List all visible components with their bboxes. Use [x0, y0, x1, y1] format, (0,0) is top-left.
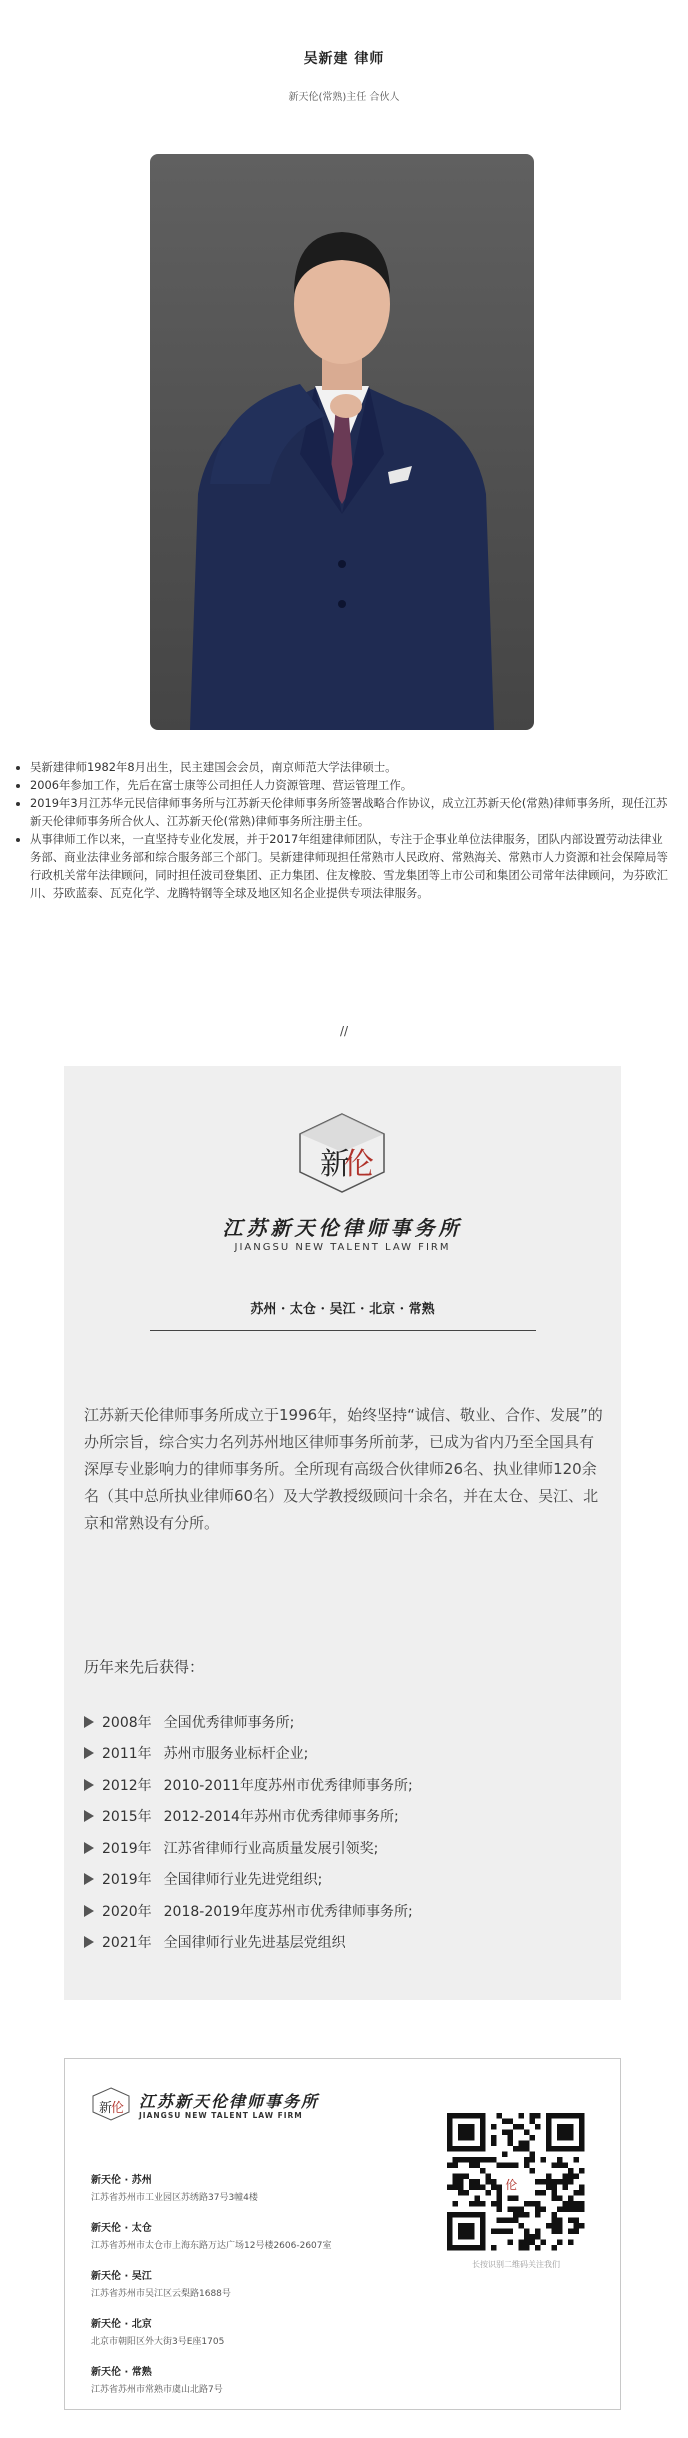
svg-text:伦: 伦 — [344, 1147, 374, 1182]
triangle-bullet-icon — [84, 1810, 94, 1822]
list-item — [84, 1769, 604, 1801]
office-changshu — [91, 2363, 223, 2395]
firm-intro: 江苏新天伦律师事务所成立于1996年，始终坚持“诚信、敬业、合作、发展”的办所宗旨，综合实力名列苏州地区律师事务所前茅，已成为省内乃至全国具有深厚专业影响力的律师事务所。全所现有高级合伙律师26名、执业律师120余名（其中总所执业律师60名）及大学教授级顾问十余名，并在太仓、吴江、北京和常熟设有分所。 — [84, 1406, 603, 1532]
award-text: 2010-2011年度苏州市优秀律师事务所; — [163, 1777, 413, 1794]
firm-logo-icon — [91, 2087, 131, 2121]
firm-name-en: JIANGSU NEW TALENT LAW FIRM — [234, 1242, 451, 1253]
award-year: 2019年 — [102, 1872, 152, 1889]
office-beijing — [91, 2315, 224, 2347]
bio-item: • 2019年3月江苏华元民信律师事务所与江苏新天伦律师事务所签署战略合作协议，成立江苏新天伦(常熟)律师事务所，现任江苏新天伦律师事务所合伙人、江苏新天伦(常熟)律师事务所注册主任。 — [30, 794, 674, 830]
list-item — [84, 1801, 604, 1833]
award-year: 2008年 — [102, 1714, 152, 1731]
portrait-illustration — [150, 154, 534, 730]
firm-logo-icon — [294, 1112, 390, 1194]
award-text: 2018-2019年度苏州市优秀律师事务所; — [163, 1903, 413, 1920]
qr-code[interactable] — [445, 2111, 587, 2253]
svg-text:伦: 伦 — [111, 2101, 125, 2116]
firm-name-cn: 江苏新天伦律师事务所 — [222, 1216, 463, 1240]
bio-item: • 2006年参加工作，先后在富士康等公司担任人力资源管理、营运管理工作。 — [30, 776, 674, 794]
triangle-bullet-icon — [84, 1716, 94, 1728]
triangle-bullet-icon — [84, 1842, 94, 1854]
award-year: 2011年 — [102, 1746, 152, 1763]
bio-item: • 吴新建律师1982年8月出生，民主建国会会员，南京师范大学法律硕士。 — [30, 758, 674, 776]
list-item — [84, 1895, 604, 1927]
lawyer-bio — [14, 758, 674, 902]
list-item — [84, 1864, 604, 1896]
qr-caption: 长按识别二维码关注我们 — [472, 2260, 560, 2269]
lawyer-title: 新天伦(常熟)主任 合伙人 — [288, 92, 400, 103]
office-address: 江苏省苏州市工业园区苏绣路37号3幢4楼 — [91, 2193, 258, 2203]
triangle-bullet-icon — [84, 1936, 94, 1948]
lawyer-portrait — [150, 154, 534, 730]
footer-firm-name-en: JIANGSU NEW TALENT LAW FIRM — [139, 2111, 303, 2120]
award-text: 江苏省律师行业高质量发展引领奖; — [163, 1840, 379, 1857]
award-text: 全国优秀律师事务所; — [163, 1714, 295, 1731]
award-year: 2020年 — [102, 1903, 152, 1920]
svg-text:新: 新 — [320, 1147, 350, 1182]
list-item — [84, 1738, 604, 1770]
list-item — [84, 1706, 604, 1738]
awards-heading: 历年来先后获得： — [84, 1658, 205, 1676]
award-year: 2019年 — [102, 1840, 152, 1857]
lawyer-name: 吴新建 律师 — [303, 51, 385, 67]
triangle-bullet-icon — [84, 1905, 94, 1917]
triangle-bullet-icon — [84, 1873, 94, 1885]
list-item — [84, 1832, 604, 1864]
office-suzhou — [91, 2171, 258, 2203]
office-title: 新天伦 · 北京 — [91, 2319, 152, 2330]
award-text: 2012-2014年苏州市优秀律师事务所; — [163, 1809, 399, 1826]
firm-logo — [294, 1112, 390, 1194]
firm-cities: 苏州 · 太仓 · 吴江 · 北京 · 常熟 — [250, 1302, 435, 1317]
office-address: 北京市朝阳区外大街3号E座1705 — [91, 2337, 225, 2347]
footer-firm-name-cn: 江苏新天伦律师事务所 — [139, 2092, 320, 2111]
qr-code-icon — [445, 2111, 587, 2253]
office-taicang — [91, 2219, 332, 2251]
office-title: 新天伦 · 苏州 — [91, 2175, 152, 2186]
office-title: 新天伦 · 吴江 — [91, 2271, 152, 2282]
office-address: 江苏省苏州市吴江区云梨路1688号 — [91, 2289, 231, 2299]
office-title: 新天伦 · 太仓 — [91, 2223, 152, 2234]
section-separator: // — [339, 1024, 349, 1038]
office-title: 新天伦 · 常熟 — [91, 2367, 152, 2378]
award-text: 全国律师行业先进党组织; — [163, 1872, 323, 1889]
award-year: 2021年 — [102, 1935, 152, 1952]
list-item — [84, 1927, 604, 1959]
triangle-bullet-icon — [84, 1779, 94, 1791]
office-address: 江苏省苏州市常熟市虞山北路7号 — [91, 2385, 223, 2395]
award-year: 2015年 — [102, 1809, 152, 1826]
firm-card — [64, 1066, 621, 2000]
award-text: 苏州市服务业标杆企业; — [163, 1746, 309, 1763]
svg-text:新: 新 — [99, 2101, 113, 2116]
office-address: 江苏省苏州市太仓市上海东路万达广场12号楼2606-2607室 — [91, 2241, 332, 2251]
divider — [150, 1330, 536, 1331]
svg-text:伦: 伦 — [505, 2177, 518, 2192]
footer-logo — [91, 2087, 131, 2121]
triangle-bullet-icon — [84, 1747, 94, 1759]
bio-item: • 从事律师工作以来，一直坚持专业化发展，并于2017年组建律师团队，专注于企事业单位法律服务，团队内部设置劳动法律业务部、商业法律业务部和综合服务部三个部门。吴新建律师现担任常熟市人民政府、常熟海关、常熟市人力资源和社会保障局等行政机关常年法律顾问，同时担任波司登集团、正力集团、住友橡胶、雪龙集团等上市公司和集团公司常年法律顾问，为芬欧汇川、芬欧蓝泰、瓦克化学、龙腾特钢等全球及地区知名企业提供专项法律服务。 — [30, 830, 674, 902]
awards-list — [84, 1706, 604, 1958]
office-wujiang — [91, 2267, 231, 2299]
award-text: 全国律师行业先进基层党组织 — [163, 1935, 346, 1952]
contact-card — [64, 2058, 621, 2410]
award-year: 2012年 — [102, 1777, 152, 1794]
